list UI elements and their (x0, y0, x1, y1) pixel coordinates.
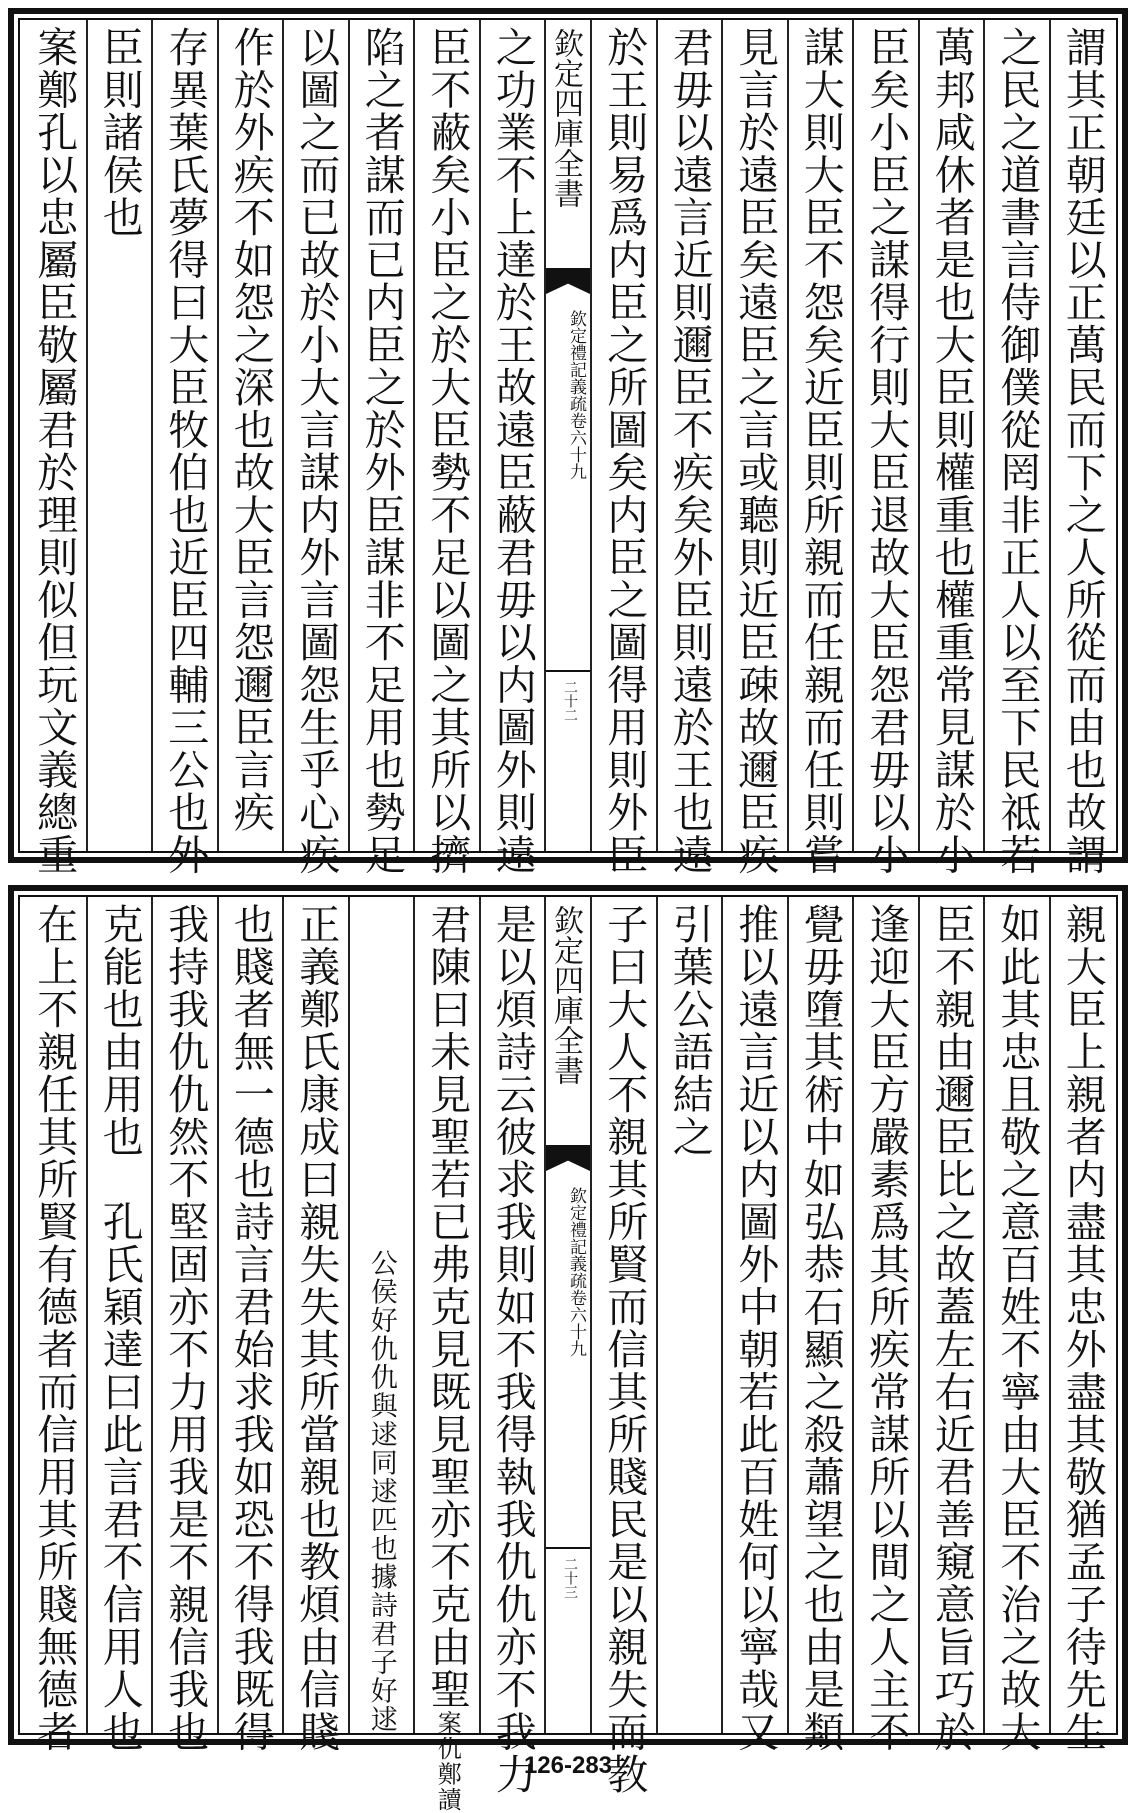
volume-label: 欽定禮記義疏卷六十九 (566, 310, 586, 480)
fish-tail-mark (546, 268, 590, 294)
text-column: 推以遠言近以内圖外中朝若此百姓何以寧哉又 (721, 897, 787, 1733)
text-column: 案鄭孔以忠屬臣敬屬君於理則似但玩文義總重 (30, 26, 79, 876)
text-column: 臣不親由邇臣比之故蓋左右近君善窺意旨巧於 (918, 897, 984, 1733)
text-column: 子曰大人不親其所賢而信其所賤民是以親失而教 (590, 897, 656, 1733)
volume-label: 欽定禮記義疏卷六十九 (566, 1187, 586, 1357)
text-column: 作於外疾不如怨之深也故大臣言怨邇臣言疾 (217, 20, 283, 851)
book-title: 欽定四庫全書 (548, 905, 583, 1085)
text-column: 臣則諸侯也 (86, 20, 152, 851)
text-column: 以圖之而已故於小大言謀内外言圖怨生乎心疾 (282, 20, 348, 851)
text-column: 親大臣上親者内盡其忠外盡其敬猶孟子待先生 (1049, 897, 1115, 1733)
text-column: 之功業不上達於王故遠臣蔽君毋以内圖外則遠 (479, 20, 545, 851)
text-column (413, 897, 479, 1813)
text-column: 君毋以遠言近則邇臣不疾矣外臣則遠於王也遠 (656, 20, 722, 851)
commentary-column (348, 897, 414, 1733)
text-column: 如此其忠且敬之意百姓不寧由大臣不治之故大 (983, 897, 1049, 1733)
text-column: 萬邦咸休者是也大臣則權重也權重常見謀於小 (918, 20, 984, 851)
text-column: 陷之者謀而已内臣之於外臣謀非不足用也勢足 (348, 20, 414, 851)
text-column: 之民之道書言侍御僕從罔非正人以至下民祗若 (983, 20, 1049, 851)
text-column: 臣不蔽矣小臣之於大臣勢不足以圖之其所以擠 (413, 20, 479, 851)
upper-page (8, 8, 1128, 876)
page-number: 二十三 (562, 1557, 578, 1599)
page-number: 二十二 (562, 680, 578, 722)
text-column: 見言於遠臣矣遠臣之言或聽則近臣疎故邇臣疾 (721, 20, 787, 851)
text-column: 在上不親任其所賢有德者而信用其所賤無德者 (30, 903, 79, 1753)
center-fold-column (544, 20, 590, 851)
book-title: 欽定四庫全書 (548, 28, 583, 208)
text-column: 逢迎大臣方嚴素爲其所疾常謀所以間之人主不 (852, 897, 918, 1733)
fish-tail-mark (546, 1145, 590, 1171)
text-column: 我持我仇仇然不堅固亦不力用我是不親信我也 (151, 897, 217, 1733)
text-column: 克能也由用也 孔氏穎達曰此言君不信用人也 (86, 897, 152, 1733)
text-column: 謂其正朝廷以正萬民而下之人所從而由也故謂 (1049, 20, 1115, 851)
text-column: 覺毋墮其術中如弘恭石顯之殺蕭望之也由是類 (787, 897, 853, 1733)
text-column: 是以煩詩云彼求我則如不我得執我仇仇亦不我力 (479, 897, 545, 1733)
text-column: 臣矣小臣之謀得行則大臣退故大臣怨君毋以小 (852, 20, 918, 851)
text-column: 引葉公語結之 (656, 897, 722, 1733)
text-with-note: 君陳曰未見聖若已弗克見既見聖亦不克由聖案仇鄭讀 (423, 903, 472, 1813)
text-column: 正義鄭氏康成曰親失失其所當親也教煩由信賤 (282, 897, 348, 1733)
text-column: 存異葉氏夢得曰大臣牧伯也近臣四輔三公也外 (151, 20, 217, 851)
center-fold-column (544, 897, 590, 1733)
text-column: 於王則易爲内臣之所圖矣内臣之圖得用則外臣 (590, 20, 656, 851)
page-footer-number: 126-283 (523, 1752, 613, 1779)
upper-text-columns (22, 20, 1114, 876)
text-column: 謀大則大臣不怨矣近臣則所親而任親而任則嘗 (787, 20, 853, 851)
commentary-line: 公侯好仇仇與逑同 (365, 1248, 397, 1477)
text-column: 也賤者無一德也詩言君始求我如恐不得我既得 (217, 897, 283, 1733)
commentary-line: 逑匹也據詩君子好逑 (365, 1476, 397, 1733)
